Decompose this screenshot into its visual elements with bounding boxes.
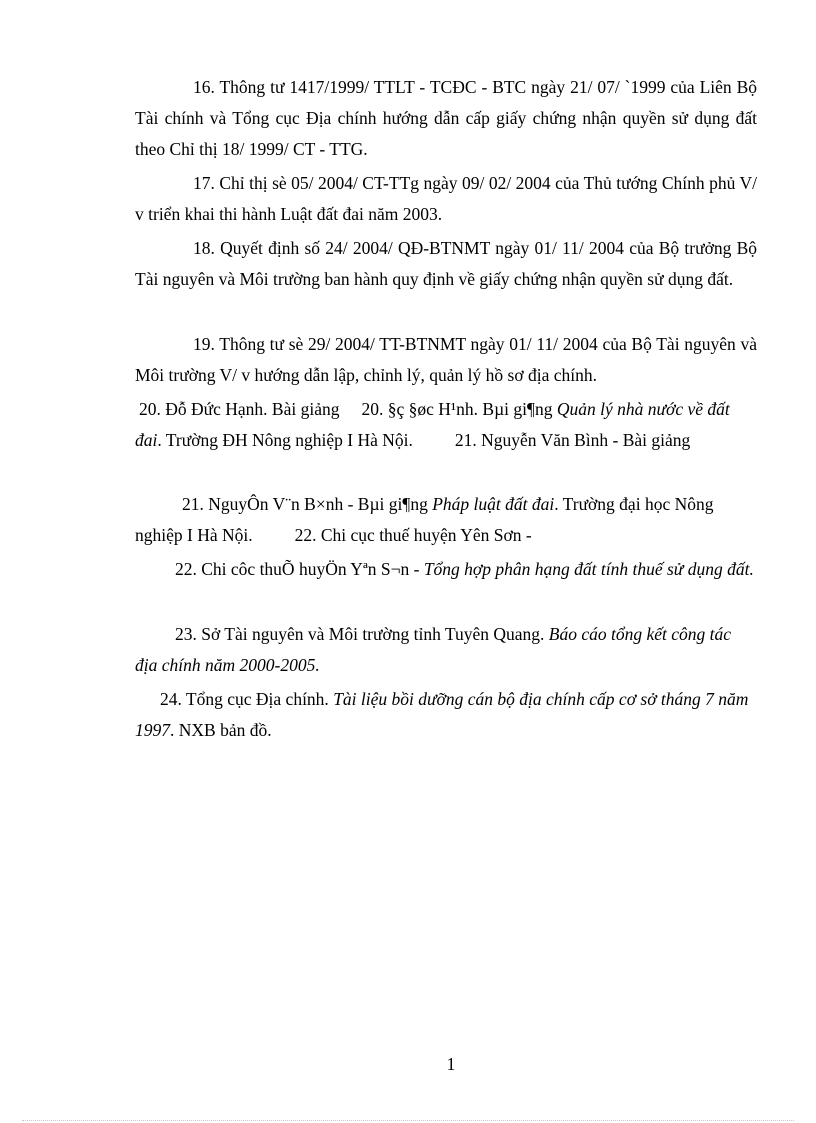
reference-24-title: Tài liệu bồi dưỡng cán bộ địa chính cấp cơ sở tháng 7 năm 1997: [135, 689, 749, 740]
reference-17: 17. Chỉ thị sè 05/ 2004/ CT-TTg ngày 09/ 02/ 2004 của Thủ tướng Chính phủ V/ v triển khai thi hành Luật đất đai năm 2003.: [135, 173, 757, 224]
reference-22-title: Tổng hợp phân hạng đất tính thuế sử dụng đất.: [423, 559, 754, 579]
reference-16: 16. Thông tư 1417/1999/ TTLT - TCĐC - BTC ngày 21/ 07/ `1999 của Liên Bộ Tài chính và Tổng cục Địa chính hướng dẫn cấp giấy chứng nhận quyền sử dụng đất theo Chỉ thị 18/ 1999/ CT - TTG.: [135, 77, 757, 159]
reference-21: [135, 489, 757, 551]
reference-21-title: Pháp luật đất đai: [432, 494, 555, 514]
page-bottom-rule: [22, 1120, 794, 1121]
reference-23: [135, 619, 757, 681]
reference-20-title: Quản lý nhà nước về đất đai: [135, 399, 730, 450]
reference-18: 18. Quyết định số 24/ 2004/ QĐ-BTNMT ngày 01/ 11/ 2004 của Bộ trưởng Bộ Tài nguyên và Môi trường ban hành quy định về giấy chứng nhận quyền sử dụng đất.: [135, 238, 757, 289]
reference-24: [135, 684, 757, 746]
reference-20-next: 21. Nguyễn Văn Bình - Bài giảng: [454, 430, 691, 450]
reference-24-publisher: . NXB bản đồ.: [170, 720, 272, 740]
reference-23-title: Báo cáo tổng kết công tác địa chính năm 2000-2005.: [135, 624, 732, 675]
reference-19: 19. Thông tư sè 29/ 2004/ TT-BTNMT ngày 01/ 11/ 2004 của Bộ Tài nguyên và Môi trường V/ v hướng dẫn lập, chỉnh lý, quản lý hồ sơ địa chính.: [135, 334, 757, 385]
reference-22: [135, 554, 757, 585]
reference-21-author: 21. NguyÔn V¨n B×nh - Bµi gi¶ng: [182, 494, 428, 514]
reference-21-publisher: . Trường đại học Nông nghiệp I Hà Nội.: [135, 494, 714, 545]
reference-20: [135, 394, 757, 456]
reference-23-author: 23. Sở Tài nguyên và Môi trường tỉnh Tuyên Quang.: [175, 624, 545, 644]
reference-20-author: 20. Đỗ Đức Hạnh. Bài giảng: [139, 399, 340, 419]
reference-20-publisher: . Trường ĐH Nông nghiệp I Hà Nội.: [157, 430, 413, 450]
page-number: 1: [446, 1054, 456, 1074]
reference-21-next: 22. Chi cục thuế huyện Yên Sơn -: [294, 525, 532, 545]
reference-20-garbled: 20. §ç §øc H¹nh. Bµi gi¶ng: [361, 399, 553, 419]
reference-24-author: 24. Tổng cục Địa chính.: [160, 689, 329, 709]
reference-22-author: 22. Chi côc thuÕ huyÖn Yªn S¬n -: [175, 559, 420, 579]
